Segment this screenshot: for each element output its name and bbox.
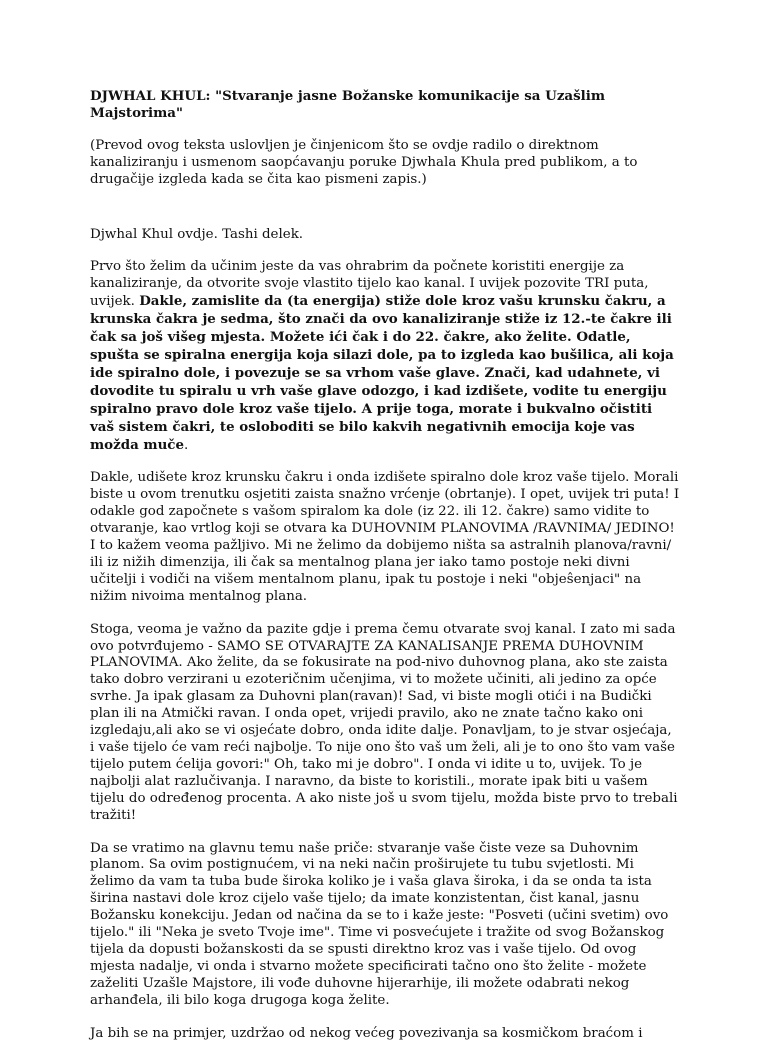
paragraph-1-bold: Dakle, zamislite da (ta energija) stiže dole kroz vašu krunsku čakru, a krunska čakra je sedma, što znači da ovo kanaliziranje stiže iz 12.-te čakre ili čak sa još višeg mjesta. Možete ići čak i do 22. čakre, ako želite. Odatle, spušta se spiralna energija koja silazi dole, pa to izgleda kao bušilica, ali koja ide spiralno dole, i povezuje se sa vrhom vaše glave. Znači, kad udahnete, vi dovodite tu spiralu u vrh vaše glave odozgo, i kad izdišete, vodite tu energiju spiralno pravo dole kroz vaše tijelo. A prije toga, morate i bukvalno očistiti vaš sistem čakri, te osloboditi se bilo kakvih negativnih emocija koje vas možda muče	[90, 293, 674, 453]
document-title: DJWHAL KHUL: "Stvaranje jasne Božanske komunikacije sa Uzašlim Majstorima"	[90, 88, 605, 121]
paragraph-3: Stoga, veoma je važno da pazite gdje i prema čemu otvarate svoj kanal. I zato mi sada ovo potvrđujemo - SAMO SE OTVARAJTE ZA KANALISANJE PREMA DUHOVNIM PLANOVIMA. Ako želite, da se fokusirate na pod-nivo duhovnog plana, ako ste zaista tako dobro verzirani u ezoteričnim učenjima, vi to možete učiniti, ali jedino za opće svrhe. Ja ipak glasam za Duhovni plan(ravan)! Sad, vi biste mogli otići i na Budički plan ili na Atmički ravan. I onda opet, vrijedi pravilo, ako ne znate tačno kako oni izgledaju,ali ako se vi osjećate dobro, onda idite dalje. Ponavljam, to je stvar osjećaja, i vaše tijelo će vam reći najbolje. To nije ono što vaš um želi, ali je to ono što vam vaše tijelo putem ćelija govori:" Oh, tako mi je dobro". I onda vi idite u to, uvijek. To je najbolji alat razlučivanja. I naravno, da biste to koristili., morate ipak biti u vašem tijelu do određenog procenta. A ako niste još u svom tijelu, možda biste prvo to trebali tražiti!	[90, 621, 678, 823]
paragraph-4: Da se vratimo na glavnu temu naše priče: stvaranje vaše čiste veze sa Duhovnim planom. Sa ovim postignućem, vi na neki način proširujete tu tubu svjetlosti. Mi želimo da vam ta tuba bude široka koliko je i vaša glava široka, i da se onda ta ista širina nastavi dole kroz cijelo vaše tijelo; da imate konzistentan, čist kanal, jasnu Božansku konekciju. Jedan od načina da se to i kaže jeste: "Posveti (učini svetim) ovo tijelo." ili "Neka je sveto Tvoje ime". Time vi posvećujete i tražite od svog Božanskog tijela da dopusti božanskosti da se spusti direktno kroz vas i vaše tijelo. Od ovog mjesta nadalje, vi onda i stvarno možete specificirati tačno ono što želite - možete zaželiti Uzašle Majstore, ili vođe duhovne hijerarhije, ili možete odabrati nekog arhanđela, ili bilo koga drugoga koga želite.	[90, 840, 669, 1008]
intro-paragraph: (Prevod ovog teksta uslovljen je činjenicom što se ovdje radilo o direktnom kanaliziranju i usmenom saopćavanju poruke Djwhala Khula pred publikom, a to drugačije izgleda kada se čita kao pismeni zapis.)	[90, 137, 638, 187]
paragraph-1-intro: Prvo što želim da učinim jeste da vas ohrabrim da počnete koristiti energije za kanaliziranje, da otvorite svoje vlastito tijelo kao kanal. I uvijek pozovite TRI puta, uvijek.	[90, 259, 649, 310]
paragraph-1-end: .	[183, 437, 189, 453]
paragraph-5: Ja bih se na primjer, uzdržao od nekog većeg povezivanja sa kosmičkom braćom i	[90, 1025, 643, 1041]
document-page	[90, 88, 680, 1059]
paragraph-2: Dakle, udišete kroz krunsku čakru i onda izdišete spiralno dole kroz vaše tijelo. Morali biste u ovom trenutku osjetiti zaista snažno vrćenje (obrtanje). I opet, uvijek tri puta! I odakle god započnete s vašom spiralom ka dole (iz 22. ili 12. čakre) samo vidite to otvaranje, kao vrtlog koji se otvara ka DUHOVNIM PLANOVIMA /RAVNIMA/ JEDINO! I to kažem veoma pažljivo. Mi ne želimo da dobijemo ništa sa astralnih planova/ravni/ ili iz nižih dimenzija, ili čak sa mentalnog plana jer iako tamo postoje neki divni učitelji i vodiči na višem mentalnom planu, ipak tu postoje i neki "objeŝenjaci" na nižim nivoima mentalnog plana.	[90, 470, 680, 604]
paragraph-1	[90, 259, 680, 454]
greeting-paragraph: Djwhal Khul ovdje. Tashi delek.	[90, 226, 304, 242]
